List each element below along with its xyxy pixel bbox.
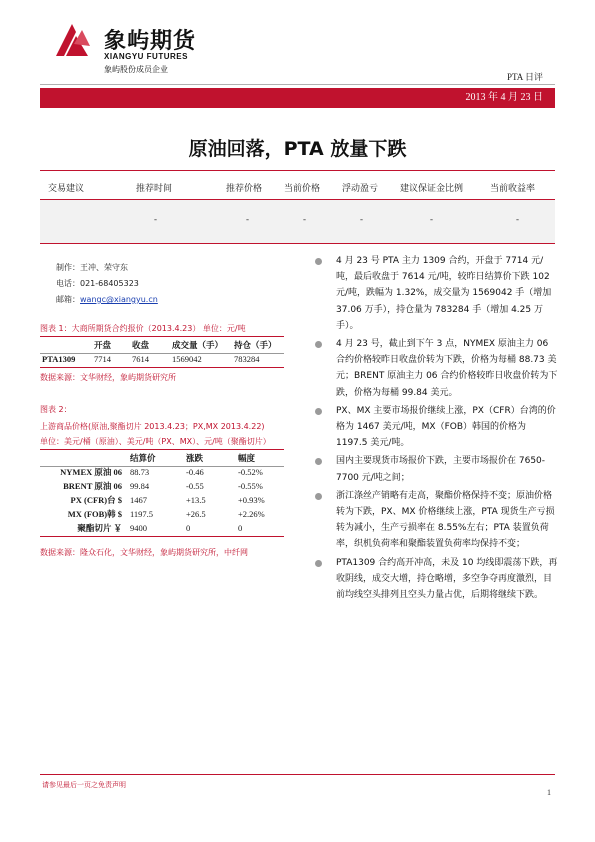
summary-values-band [40,200,555,243]
bullet-text: 浙江涤丝产销略有走高，聚酯价格保持不变；原油价格转为下跌，PX、MX 价格继续上涨，PTA 现货生产亏损转为减小，生产亏损率在 8.55%左右；PTA 装置负荷率，织机负荷率和聚酯装置负荷率均保持不变； [336,490,555,550]
table-cell: +2.26% [238,509,265,519]
table-cell: 783284 [234,354,260,364]
figure2-bottom-rule [40,536,284,537]
table-row [40,465,284,479]
list-item [312,403,560,452]
report-type: PTA 日评 [506,72,543,82]
summary-header-time: 推荐时间 [136,184,173,194]
table-header-row [40,451,284,465]
table-cell: 1569042 [172,354,202,364]
table-cell: 7614 [132,354,149,364]
figure2-subtitle: 上游商品价格(原油,聚酯切片 2013.4.23；PX,MX 2013.4.22) [40,422,265,431]
figure1-source: 数据来源：文华财经，象屿期货研究所 [40,373,176,382]
company-name-en: XIANGYU FUTURES [104,52,188,61]
bullet-icon [315,408,322,415]
table-header-cell [40,451,128,465]
summary-header-pnl: 浮动盈亏 [342,184,379,194]
date-bar: 2013 年 4 月 23 日 [40,88,555,108]
table-header-cell: 开盘 [94,341,112,351]
bullet-icon [315,560,322,567]
summary-header-advice: 交易建议 [48,184,85,194]
bullet-icon [315,341,322,348]
figure2-title: 图表 2： [40,405,72,414]
email-label: 邮箱： [56,295,80,304]
figure1-bottom-rule [40,367,284,368]
table-cell: 7714 [94,354,111,364]
table-cell: +26.5 [186,509,206,519]
table-header-cell: 结算价 [130,454,156,464]
footer-disclaimer: 请参见最后一页之免责声明 [42,781,126,789]
table-cell: -0.46 [186,467,204,477]
summary-header-rec-price: 推荐价格 [226,184,263,194]
list-item [312,555,560,604]
bullet-text: 4 月 23 号，截止到下午 3 点，NYMEX 原油主力 06 合约价格较昨日收盘价转为下跌，价格为每桶 88.73 美元；BRENT 原油主力 06 合约价格较昨日收盘价转为下跌，价格为每桶 99.84 美元。 [336,339,558,398]
table-cell: +0.93% [238,495,265,505]
bullet-icon [315,493,322,500]
table-cell: -0.55 [186,481,204,491]
figure1-header-rule [40,353,284,354]
summary-header-yield: 当前收益率 [490,184,536,194]
figure2-source: 数据来源：隆众石化，文华财经，象屿期货研究所，中纤网 [40,548,248,557]
email-link[interactable]: wangc@xiangyu.cn [80,295,158,304]
summary-value-cur-price: - [303,214,306,224]
figure1-title: 图表 1：大商所期货合约报价（2013.4.23） 单位：元/吨 [40,324,246,333]
email-line [56,294,158,305]
figure2-table [40,451,284,535]
table-header-row [40,338,284,352]
table-header-cell: 收盘 [132,341,150,351]
table-cell: 1197.5 [130,509,154,519]
table-header-cell: 幅度 [238,454,256,464]
table-cell: 88.73 [130,467,150,477]
summary-header-margin: 建议保证金比例 [400,184,464,194]
table-row [40,352,284,366]
table-cell: BRENT 原油 06 [63,481,122,491]
figure1-table [40,338,284,366]
table-cell: MX (FOB)韩 $ [67,509,122,519]
table-row [40,493,284,507]
table-row [40,521,284,535]
company-subtitle: 象屿股份成员企业 [104,65,168,74]
table-cell: PX (CFR)台 $ [70,495,122,505]
bullet-text: 4 月 23 号 PTA 主力 1309 合约，开盘于 7714 元/吨，最后收盘于 7614 元/吨，较昨日结算价下跌 102 元/吨，跌幅为 1.32%，成交量为 1569042 手（增加 37.06 万手），持仓量为 783284 手（增加 4.25 万手）。 [336,256,552,331]
figure1-top-rule [40,336,284,337]
table-cell: 99.84 [130,481,150,491]
page-title: 原油回落，PTA 放量下跌 [188,138,407,160]
header-divider [40,84,555,85]
summary-bottom-rule [40,243,555,244]
bullet-text: PX、MX 主要市场报价继续上涨，PX（CFR）台湾的价格为 1467 美元/吨，MX（FOB）韩国的价格为 1197.5 美元/吨。 [336,405,556,449]
table-header-cell: 涨跌 [186,454,204,464]
bullet-text: PTA1309 合约高开冲高，未及 10 均线即震荡下跌，再收阴线，成交大增，持仓略增，多空争夺再度激烈，目前均线空头排列且空头力量占优，后期将继续下跌。 [336,557,558,601]
table-cell: -0.52% [238,467,263,477]
figure2-header-rule [40,466,284,467]
summary-value-pnl: - [360,214,363,224]
list-item [312,253,560,334]
footer-rule [40,774,555,775]
table-header-cell: 持仓（手） [234,341,277,351]
figure2-top-rule [40,449,284,450]
table-row [40,507,284,521]
summary-value-rec-price: - [246,214,249,224]
table-cell: 聚酯切片 ￥ [77,523,122,533]
summary-value-yield: - [516,214,519,224]
page-number: 1 [547,788,551,797]
table-cell: -0.55% [238,481,263,491]
analysis-bullets [312,253,560,605]
summary-value-margin: - [430,214,433,224]
table-cell: 0 [186,523,191,533]
table-header-cell: 成交量（手） [172,341,224,351]
table-cell: +13.5 [186,495,206,505]
summary-value-time: - [154,214,157,224]
bullet-icon [315,458,322,465]
table-cell: NYMEX 原油 06 [60,467,122,477]
bullet-text: 国内主要现货市场报价下跌，主要市场报价在 7650-7700 元/吨之间； [336,456,546,483]
table-cell: 9400 [130,523,147,533]
figure2-unit: 单位：美元/桶（原油）、美元/吨（PX、MX）、元/吨（聚酯切片） [40,437,271,446]
xiangyu-logo-icon [52,20,92,60]
list-item [312,488,560,553]
list-item [312,453,560,485]
author-line: 制作：王冲、荣守东 [56,263,128,272]
company-name-cn: 象屿期货 [104,29,197,54]
table-cell: PTA1309 [42,354,76,364]
summary-top-rule [40,170,555,171]
table-header-cell [40,338,92,352]
list-item [312,336,560,401]
table-cell: 1467 [130,495,147,505]
phone-line: 电话：021-68405323 [56,279,139,288]
table-cell: 0 [238,523,243,533]
bullet-icon [315,258,322,265]
summary-header-cur-price: 当前价格 [284,184,321,194]
table-row [40,479,284,493]
